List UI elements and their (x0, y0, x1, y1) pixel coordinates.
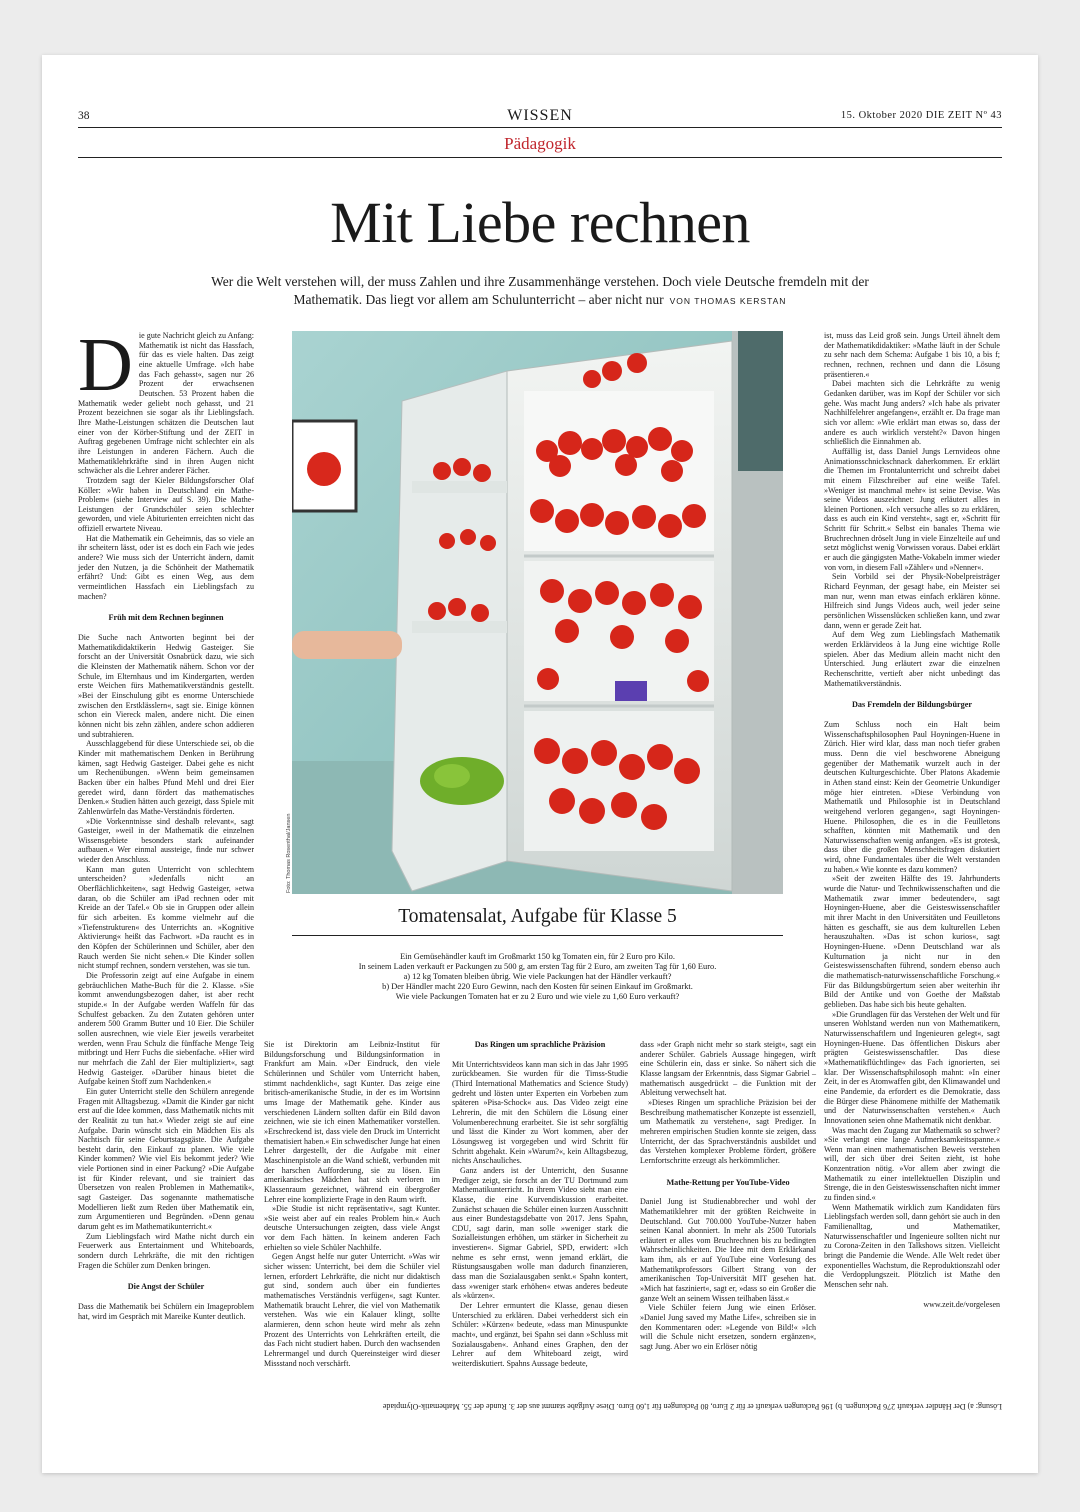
task-box-title: Tomatensalat, Aufgabe für Klasse 5 (398, 906, 677, 927)
task-line: In seinem Laden verkauft er Packungen zu 500 g, am ersten Tag für 2 Euro, am zweiten Tag für 1,60 Euro. (358, 962, 717, 971)
intro-paragraph (78, 323, 254, 476)
subheading: Das Fremdeln der Bildungsbürger (851, 700, 973, 710)
paragraph: Dass die Mathematik bei Schülern ein Imageproblem hat, wird im Gespräch mit Mareike Kunter deutlich. (78, 1302, 254, 1321)
lead-text: Wer die Welt verstehen will, der muss Zahlen und ihre Zusammenhänge verstehen. Doch viele Deutsche fremdeln mit der Mathematik. Das liegt vor allem am Schulunterricht – aber nicht nur (211, 274, 869, 307)
paragraph: Sein Vorbild sei der Physik-Nobelpreisträger Richard Feynman, der gesagt habe, ein Meister sei man nur, wenn man etwas einfach erklären könne. Hilfreich sind Jungs Videos auch, weil jeder seine persönlichen Wissenslücken schließen kann, und zwar dann, wenn er gerade Zeit hat. (824, 572, 1000, 630)
rubric: Pädagogik (504, 134, 576, 153)
task-box-rule (292, 935, 783, 936)
article-lead (192, 273, 888, 310)
newspaper-page (42, 55, 1038, 1473)
paragraph: Hat die Mathematik ein Geheimnis, das so viele an ihr scheitern lässt, oder ist es doch ein Fach wie jedes andere? Wie muss sich der Unterricht ändern, damit jeder den Nutzen, ja die Schönheit der Mathematik erfährt? Und: Gibt es einen Weg, aus dem vermeintlichen Hassfach ein Lieblingsfach zu machen? (78, 533, 254, 601)
drop-cap: D (78, 323, 133, 407)
paragraph: »Die Studie ist nicht repräsentativ«, sagt Kunter. »Sie weist aber auf ein reales Problem hin.« Auch deutsche Untersuchungen zeigten, dass viele Angst vor dem Fach hätten. In keinem anderen Fach erhielten so viele Schüler Nachhilfe. (264, 1204, 440, 1252)
paragraph: Was macht den Zugang zur Mathematik so schwer? »Sie verlangt eine lange Aufmerksamkeitsspanne.« Wenn man einen mathematischen Beweis verstehen will, der sich über drei Seiten zieht, ist hohe Konzentration nötig. »Vor allem aber zwingt die Mathematik zu einer intellektuellen Disziplin und Strenge, die in den Geisteswissenschaften nicht immer zu finden sind.« (824, 1125, 1000, 1203)
paragraph: Ganz anders ist der Unterricht, den Susanne Prediger zeigt, sie forscht an der TU Dortmund zum Mathematikunterricht. In ihrem Video sieht man eine Klasse, die eine Kurvendiskussion erarbeitet. Zunächst schauen die Schüler einen kurzen Ausschnitt aus einer Bundestagsdebatte von 2017. Jens Spahn, CDU, sagt darin, man solle »weniger stark die Sozialleistungen erhöhen, um stärker in Sicherheit zu investieren«. Sigmar Gabriel, SPD, erwidert: »Ich nehme es sehr ernst, wenn jemand erklärt, die Rüstungsausgaben wolle man dadurch finanzieren, dass man die Sozialausgaben senkt.« Spahn kontert, dass »weniger stark erhöhen« etwas anderes bedeute als »kürzen«. (452, 1165, 628, 1301)
paragraph: Trotzdem sagt der Kieler Bildungsforscher Olaf Köller: »Wir haben in Deutschland ein Mathe-Problem« (siehe Interview auf S. 39). Die Mathe-Leistungen der Grundschüler seien schlechter geworden, und viele Abiturienten erreichten nicht das offiziell erwartete Niveau. (78, 475, 254, 534)
author-byline: VON THOMAS KERSTAN (669, 295, 787, 306)
paragraph: Auffällig ist, dass Daniel Jungs Lernvideos ohne Animationsschnickschnack daherkommen. Er erklärt die Themen im Frontalunterricht und schreibt dabei mit einem Filzschreiber auf eine weiße Tafel. »Weniger ist manchmal mehr« ist seine Devise. Was seine Videos auszeichnet: Jung erläutert alles in kleinen Portionen. »Ich versuche alles so zu erklären, dass es auch ein Kind versteht«, sagt er, »Schritt für Schritt für Schritt.« Selbst ein banales Thema wie Bruchrechnen dröselt Jung in viele Einzelteile auf und setzt möglichst wenig Vorwissen voraus. Dabei erklärt er auch die gängigsten Mathe-Vokabeln immer wieder von vorn, in diesem Fall »Zähler« und »Nenner«. (824, 446, 1000, 572)
task-line: b) Der Händler macht 220 Euro Gewinn, nach den Kosten für seinen Einkauf im Großmarkt. (382, 982, 693, 991)
page-header (78, 107, 1002, 123)
paragraph: ist, muss das Leid groß sein. Jungs Urteil ähnelt dem der Mathematikdidaktiker: »Mathe läuft in der Schule zu sehr nach dem Schema: Aufgabe 1 bis 10, a bis f; rechnen, rechnen, rechnen und dann die Lösung präsentieren.« (824, 331, 1000, 379)
paragraph: Mit Unterrichtsvideos kann man sich in das Jahr 1995 zurückbeamen. Sie wurden für die Timss-Studie (Third International Mathematics and Science Study) gedreht und lösten unter Experten ein Vorbeben zum späteren »Pisa-Schock« aus. Das Video zeigt eine Lehrerin, die mit den Schülern die Lösung einer Volumenberechnung erarbeitet. Sie ist sehr sorgfältig und lässt die Kinder zu Wort kommen, aber der Lösungsweg ist vorgegeben und wird Schritt für Schritt abgehakt. Kein »Warum?«, kein Alltagsbezug, nichts Anschauliches. (452, 1059, 628, 1166)
header-rule (78, 127, 1002, 128)
paragraph: Die Suche nach Antworten beginnt bei der Mathematikdidaktikerin Hedwig Gasteiger. Sie forscht an der Universität Osnabrück dazu, wie sich die Kleinsten der Mathematik nähern. Schon vor der Schule, im Elternhaus und im Kindergarten, werden erste Weichen fürs Mathematikverständnis gestellt. »Bei der Einschulung gibt es enorme Unterschiede zwischen den Erstklässlern«, sagt sie. Einige können schon ein Viereck malen, andere nicht. Die einen können nicht bis zehn zählen, andere schon addieren und subtrahieren. (78, 633, 254, 739)
paragraph: Zum Schluss noch ein Halt beim Wissenschaftsphilosophen Paul Hoyningen-Huene in Zürich. Hier wird klar, dass man noch tiefer graben muss. Denn die viel beschworene Abneigung gegenüber der Mathematik wurzelt auch in der deutschen Kulturgeschichte. Über Platons Akademie in Athen stand einst: Kein der Geometrie Unkundiger möge hier eintreten. »Diese Verbindung von Mathematik und Philosophie ist in Deutschland weitgehend verloren gegangen«, sagt Hoyningen-Huene. Philosophen, die es in die Feuilletons schafften, könnten mit Mathematik und den Naturwissenschaften wenig anfangen. »Es ist grotesk, dass über die großen Menschheitsfragen diskutiert wird, ohne Fundamentales über die Welt verstanden zu haben.« Wie konnte es dazu kommen? (824, 719, 1000, 874)
paragraph: »Die Grundlagen für das Verstehen der Welt und für unseren Wohlstand werden nun von Mathematikern, Naturwissenschaftlern und Ingenieuren gelegt«, sagt Hoyningen-Huene. Das öffentlichen Diskurs aber prägten Geisteswissenschaftler. Das diese »Mathematikflüchtlinge« das Fach ignorierten, sei klar. Der Wissenschaftsphilosoph mahnt: »In einer Zeit, in der es Atomwaffen gibt, den Klimawandel und eine Pandemie, da erfordert es die Demokratie, dass die Bürger diese Phänomene mithilfe der Mathematik und der Naturwissenschaften verstehen.« Auch Innovationen seien ohne Mathematik nicht denkbar. (824, 1009, 1000, 1125)
column-4 (640, 1040, 816, 1352)
web-link[interactable]: www.zeit.de/vorgelesen (923, 1299, 1000, 1309)
paragraph: Ein guter Unterricht stelle den Schülern anregende Fragen mit Alltagsbezug. »Damit die Kinder gar nicht erst auf die Idee kommen, dass Mathematik nichts mit der Realität zu tun hat.« Wieder zeigt sie auf eine Aufgabe. Darin wünscht sich ein Mädchen Eis als Nachtisch für seine Geburtstagsgäste. Die Aufgabe besteht darin, den Einkauf zu planen. Wie viele Kinder kommen? Wie viel Eis bekommt jeder? Wie viele Portionen sind in einer Packung? »Die Aufgabe ist für Kinder relevant, und sie trainiert das Übersetzen von realen Problemen in Mathematik«, sagt Gasteiger. Das sogenannte mathematische Modellieren ließt zum Reden über Mathematik ein, zum Argumentieren und Begründen. »Denn genau darum geht es im Mathematikunterricht.« (78, 1086, 254, 1232)
task-line: Wie viele Packungen Tomaten hat er zu 2 Euro und wie viele zu 1,60 Euro verkauft? (395, 992, 680, 1001)
column-3 (452, 1040, 628, 1369)
paragraph: Auf dem Weg zum Lieblingsfach Mathematik werden Erklärvideos à la Jung eine wichtige Rolle spielen. Aber das Medium allein macht nicht den Unterschied. Jung erläutert zwar die einzelnen Rechenschritte, vertieft aber nicht unbedingt das Mathematikverständnis. (824, 630, 1000, 688)
section-name: WISSEN (507, 107, 573, 124)
paragraph: Gegen Angst helfe nur guter Unterricht. »Was wir sicher wissen: Unterricht, bei dem die Schüler viel lernen, erfordert Lehrkräfte, die nicht nur didaktisch gut sind, sondern auch über ein fundiertes mathematisches Verständnis verfügen«, sagt Kunter. Mathematik braucht Lehrer, die viel von Mathematik verstehen. Was wie ein Kalauer klingt, sollte alarmieren, denn schon heute wird mehr als zehn Prozent des Unterrichts von Lehrkräften erteilt, die das Fach nicht studiert haben. Durch den wachsenden Lehrermangel und durch Quereinsteiger wird dieser Missstand noch verschärft. (264, 1252, 440, 1368)
task-solution-upside-down: Lösung: a) Der Händler verkauft 276 Packungen. b) 196 Packungen verkauft er für 2 Euro, 80 Packungen für 1,60 Euro. Diese Aufgabe stammt aus der 3. Runde der 55. Mathematik-Olympiade (382, 1402, 1002, 1411)
task-box-text (272, 952, 803, 1002)
subheading: Die Angst der Schüler (127, 1282, 205, 1292)
column-1 (78, 323, 254, 1321)
paragraph: Viele Schüler feiern Jung wie einen Erlöser. »Daniel Jung saved my Mathe Life«, schreiben sie in den Kommentaren oder: »Legende von Bild!« »Ich will die Schule nicht ersetzen, sondern ergänzen«, sagt Jung. Aber wo ein Erlöser nötig (640, 1303, 816, 1352)
paragraph: Zum Lieblingsfach wird Mathe nicht durch ein Feuerwerk aus Entertainment und Whiteboards, sondern durch Lehrkräfte, die mit den richtigen Fragen die Schüler zum Denken bringen. (78, 1231, 254, 1270)
task-line: a) 12 kg Tomaten bleiben übrig. Wie viele Packungen hat der Händler verkauft? (403, 972, 672, 981)
paragraph: Die Professorin zeigt auf eine Aufgabe in einem gebräuchlichen Mathe-Buch für die 2. Klasse. »Sie kommt anwendungsbezogen daher, ist aber recht stupide.« In der Aufgabe werden Waffeln für das Schulfest gebacken. Zu den Zutaten gehören unter anderem 500 Gramm Butter und 10 Eier. Die Schüler sollen ausrechnen, wie viele Eier jeweils verarbeitet werden, wenn Frau Schulz die fünffache Menge Teig mitbringt und Herr Fuchs die siebenfache. »Hier wird nur mehrfach die Zahl der Eier multipliziert«, sagt Hedwig Gasteiger. »Darüber hinaus bietet die Aufgabe keinen Stoff zum Nachdenken.« (78, 971, 254, 1087)
paragraph: Wenn Mathematik wirklich zum Kandidaten fürs Lieblingsfach werden soll, dann gehört sie auch in den Familienalltag, und Mathematiker, Naturwissenschaftler und Ingenieure sollten nicht nur zu Corona-Zeiten in den Talkshows sitzen. Vielleicht bringt die Pandemie die Wende. Alle Welt redet über exponentielles Wachstum, die Reproduktionszahl oder die Verdopplungszeit. Plötzlich ist Mathe den Menschen sehr nah. (824, 1202, 1000, 1289)
photo-credit: Foto: Thomas Rosenthal/Jansen (286, 813, 292, 893)
column-5 (824, 331, 1000, 1309)
paragraph: Der Lehrer ermuntert die Klasse, genau diesen Unterschied zu erklären. Dabei verhedderst sich ein Schüler: »Kürzen« bedeute, »dass man Minuspunkte macht«, und ergänzt, bei Spahn sei dann »Schluss mit Sozialausgaben«. Anhand eines Graphen, den der Lehrer auf dem Whiteboard zeigt, wird weiterdiskutiert. Spahns Aussage bedeute, (452, 1301, 628, 1368)
subheading: Mathe-Rettung per YouTube-Video (666, 1177, 790, 1187)
column-2 (264, 1040, 440, 1368)
subheading: Früh mit dem Rechnen beginnen (108, 613, 224, 623)
issue-date: 15. Oktober 2020 DIE ZEIT Nº 43 (840, 110, 1002, 121)
fridge-tomatoes-photo (292, 331, 783, 894)
paragraph: Daniel Jung ist Studienabbrecher und wohl der Mathematiklehrer mit der größten Reichweite in Deutschland. Gut 700.000 YouTube-Nutzer haben seinen Kanal abonniert. In mehr als 2500 Tutorials erläutert er alles vom Bruchrechnen bis zu bedingten Wahrscheinlichkeiten. Die Idee mit dem Erklärkanal kam ihm, als er auf YouTube eine Vorlesung des Mathematikprofessors Gilbert Strang von der amerikanischen Top-Universität MIT gesehen hat. »Mich hat fasziniert«, sagt er, »dass so ein Großer die ganze Welt an seinem Wissen teilhaben lässt.« (640, 1197, 816, 1303)
rubric-rule (78, 157, 1002, 158)
paragraph: Ausschlaggebend für diese Unterschiede sei, ob die Kinder mit mathematischem Denken in Berührung kämen, sagt Hedwig Gasteiger. Dabei gehe es nicht um Rechenübungen. »Wenn beim gemeinsamen Backen über ein halbes Pfund Mehl und drei Eier geredet wird, dann fördert das mathematisches Denken.« Studien hätten auch gezeigt, dass Spiele mit Zahlenwürfeln das Mathe-Verständnis förderten. (78, 739, 254, 816)
paragraph: »Dieses Ringen um sprachliche Präzision bei der Beschreibung mathematischer Konzepte ist essenziell, um Mathematik zu verstehen«, sagt Prediger. In mehreren empirischen Studien konnte sie zeigen, dass Unterricht, der das Sprachverständnis ausbildet und das Verstehen komplexer Probleme fördert, größere Lernfortschritte erzeugt als herkömmlicher. (640, 1097, 816, 1165)
paragraph: Kann man guten Unterricht von schlechtem unterscheiden? »Jedenfalls nicht an Oberflächlichkeiten«, sagt Hedwig Gasteiger, »etwa daran, ob die Schüler am iPad rechnen oder mit Kreide an der Tafel.« Ob sie in Gruppen oder allein für sich arbeiten. Es komme vielmehr auf die »Tiefenstrukturen« des Unterrichts an. »Kognitive Aktivierung« heißt das Fachwort. »Da raucht es in den Köpfen der Schülerinnen und Schüler, aber den Rauch werden Sie nicht sehen.« Die Kinder sollen nicht stumpf rechnen, sondern verstehen, was sie tun. (78, 864, 254, 971)
paragraph: Sie ist Direktorin am Leibniz-Institut für Bildungsforschung und Bildungsinformation in Frankfurt am Main. »Der Eindruck, den viele Schülerinnen und Schüler vom Unterricht haben, stimmt nachdenklich«, sagt Kunter. Das zeige eine britisch-amerikanische Studie, in der es im Wortsinn ums Image der Mathematik gehe. Kinder aus verschiedenen Ländern sollten dafür ein Bild davon zeichnen, wie sie ich einen Mathematiker vorstellen. »Erschreckend ist, dass viele den Druck im Unterricht thematisiert haben.« Ein schwedischer Junge hat einen Lehrer dargestellt, der die Aufgabe mit einer Maschinenpistole an die Wand schießt, verbunden mit der harschen Aufforderung, sie zu lösen. Ein amerikanisches Mädchen hat sich verloren im Klassenraum gezeichnet, während ein übergroßer Lehrer eine komplizierte Frage in den Raum wirft. (264, 1040, 440, 1204)
page-number: 38 (78, 110, 90, 122)
paragraph: dass »der Graph nicht mehr so stark steigt«, sagt ein anderer Schüler. Gabriels Aussage hingegen, wirft eine Schülerin ein, dass er sinke. So nähert sich die Klasse langsam der Erkenntnis, dass Sigmar Gabriel – mathematisch ausgedrückt – die Funktion mit der Ableitung verwechselt hat. (640, 1040, 816, 1098)
paragraph: Dabei machten sich die Lehrkräfte zu wenig Gedanken darüber, was im Kopf der Schüler vor sich gehe. Was macht Jung anders? »Ich habe als privater Nachhilfelehrer angefangen«, erzählt er. Da frage man sich vor allem: »Wie erklärt man etwas so, dass der andere es auch wirklich versteht?« Davon hingen schließlich die Einnahmen ab. (824, 379, 1000, 447)
task-line: Ein Gemüsehändler kauft im Großmarkt 150 kg Tomaten ein, für 2 Euro pro Kilo. (400, 952, 675, 961)
intro-text: ie gute Nachricht gleich zu Anfang: Mathematik ist nicht das Hassfach, für das es viele halten. Das zeigt eine aktuelle Umfrage. »Ich habe das Fach gehasst«, sagen nur 26 Prozent der erwachsenen Deutschen. 53 Prozent haben die Mathematik weder geliebt noch gehasst, und 21 Prozent bezeichnen sie sogar als ihr Lieblingsfach. Ihre Mathe-Leistungen schätzen die Deutschen laut einer von der Körber-Stiftung und der ZEIT in Auftrag gegebenen Umfrage nicht schlechter ein als ihre Leistungen in anderen Fächern. Auch die Mathematiklehrkräfte sind in ihren Augen nicht schwächer als die Lehrer anderer Fächer. (78, 331, 254, 476)
article-title: Mit Liebe rechnen (330, 190, 750, 255)
subheading: Das Ringen um sprachliche Präzision (474, 1040, 606, 1049)
paragraph: »Seit der zweiten Hälfte des 19. Jahrhunderts wurde die Natur- und Technikwissenschaften und die Mathematik zwar immer bedeutender«, sagt Hoyningen-Huene, aber die Geisteswissenschaftler mit ihrer Macht in den Universitäten und Feuilletons hätten es geschafft, sie aus dem kulturellen Leben herauszuhalten. »Das ist schon kurios«, sagt Hoyningen-Huene. »Denn Deutschland war als Kulturnation ja nicht nur in den Geisteswissenschaften führend, sondern ebenso auch die mathematisch-naturwissenschaftliche Forschung.« Für das Bildungsbürgertum seien aber weiterhin ihr Bild der Antike und von Goethe der Maßstab geblieben. Das habe sich bis heute gehalten. (824, 874, 1000, 1009)
paragraph: »Die Vorkenntnisse sind deshalb relevant«, sagt Gasteiger, »weil in der Mathematik die einzelnen Wissensgebiete besonders stark aufeinander aufbauen.« Wer einmal aussteige, finde nur schwer wieder den Anschluss. (78, 816, 254, 865)
